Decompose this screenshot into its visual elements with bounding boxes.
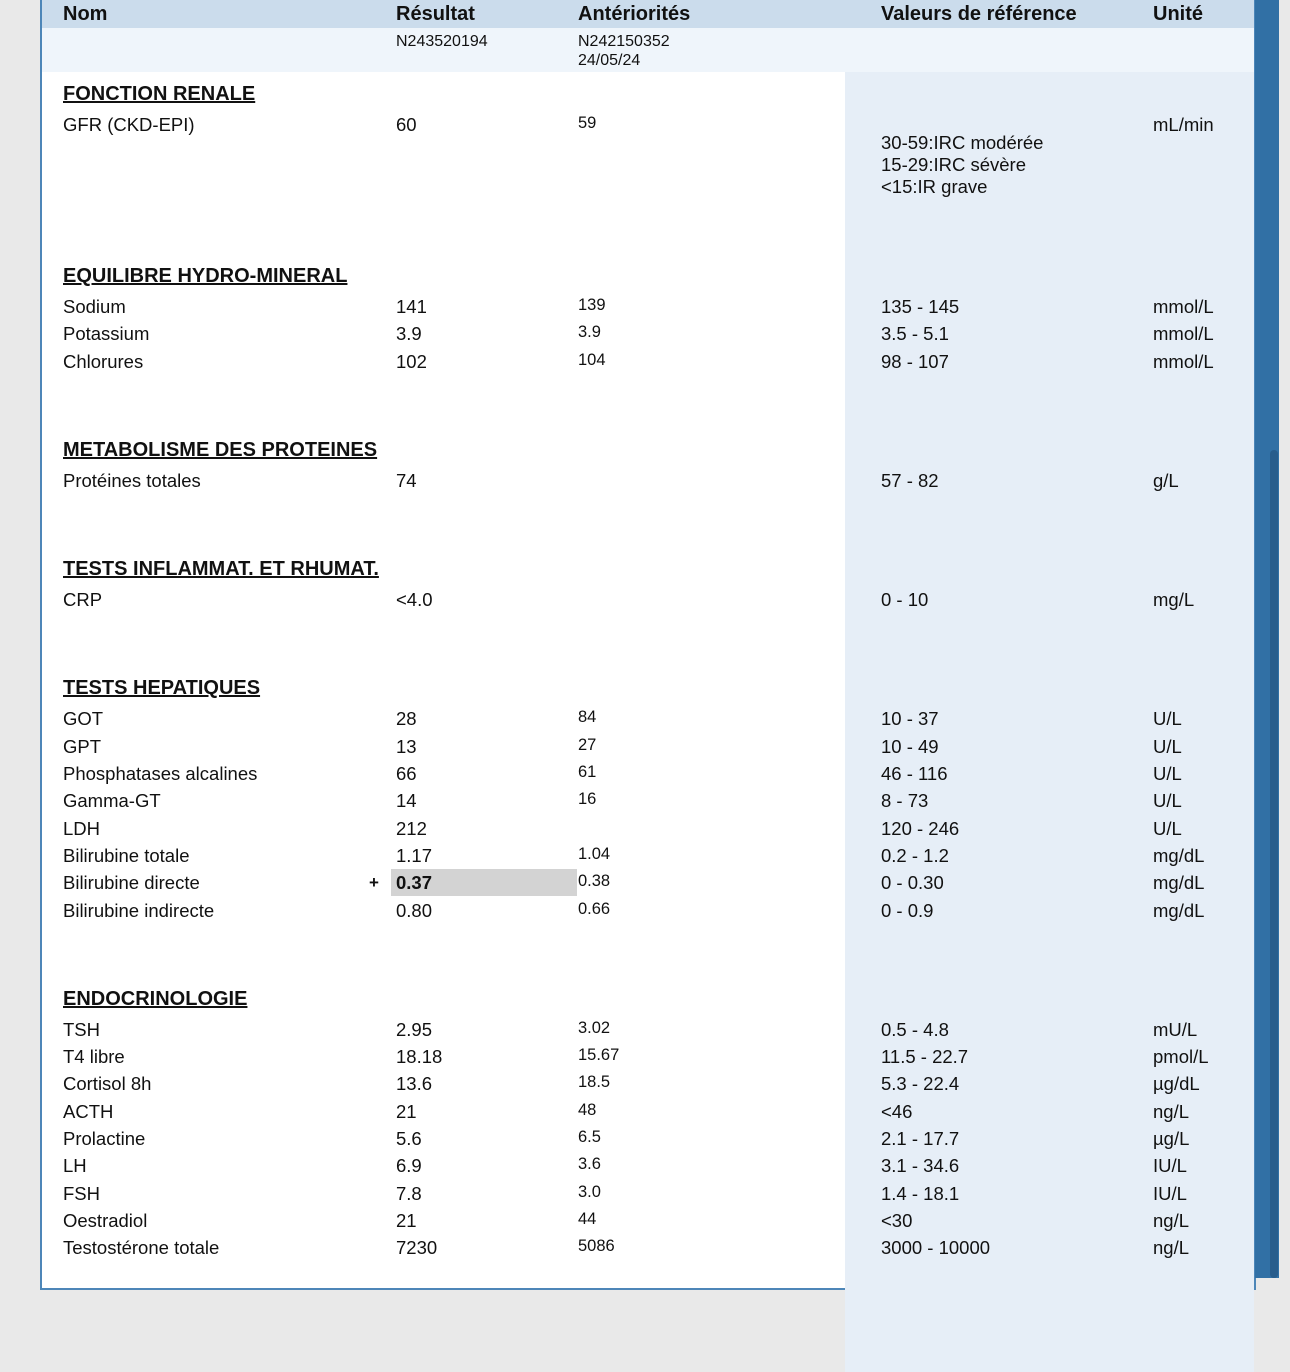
reference-range: 3000 - 10000 bbox=[881, 1237, 991, 1259]
reference-range: 0 - 0.30 bbox=[881, 872, 944, 894]
reference-range: 98 - 107 bbox=[881, 350, 949, 372]
reference-range: 8 - 73 bbox=[881, 790, 929, 812]
test-result: 21 bbox=[396, 1209, 417, 1231]
reference-range: 0.2 - 1.2 bbox=[881, 844, 949, 866]
table-row bbox=[42, 733, 1254, 760]
abnormal-flag: + bbox=[369, 873, 379, 893]
unit: mg/L bbox=[1153, 589, 1195, 611]
table-row bbox=[42, 1234, 1254, 1261]
reference-range: 2.1 - 17.7 bbox=[881, 1128, 960, 1150]
previous-result: 0.38 bbox=[578, 872, 611, 891]
unit: µg/L bbox=[1153, 1128, 1190, 1150]
test-name: CRP bbox=[63, 589, 103, 611]
table-body bbox=[42, 82, 1254, 1325]
test-result: 21 bbox=[396, 1100, 417, 1122]
reference-range: 1.4 - 18.1 bbox=[881, 1182, 960, 1204]
previous-date: 24/05/24 bbox=[578, 52, 641, 69]
test-result: 14 bbox=[396, 790, 417, 812]
unit: mmol/L bbox=[1153, 350, 1214, 372]
unit: U/L bbox=[1153, 763, 1182, 785]
test-name: Chlorures bbox=[63, 350, 144, 372]
previous-result: 84 bbox=[578, 708, 597, 727]
unit: U/L bbox=[1153, 790, 1182, 812]
test-name: Cortisol 8h bbox=[63, 1073, 152, 1095]
previous-result: 27 bbox=[578, 735, 597, 754]
table-row bbox=[42, 897, 1254, 924]
reference-line: <15:IR grave bbox=[881, 176, 988, 197]
test-name: FSH bbox=[63, 1182, 100, 1204]
header-reference: Valeurs de référence bbox=[881, 3, 1077, 25]
unit: U/L bbox=[1153, 735, 1182, 757]
test-name: LDH bbox=[63, 817, 101, 839]
table-row bbox=[42, 869, 1254, 896]
reference-range: 57 - 82 bbox=[881, 469, 939, 491]
test-name: GFR (CKD-EPI) bbox=[63, 114, 195, 135]
header-previous: Antériorités bbox=[578, 3, 691, 25]
test-result: 141 bbox=[396, 296, 427, 317]
reference-range: 46 - 116 bbox=[881, 763, 948, 785]
test-result: 6.9 bbox=[396, 1155, 422, 1177]
reference-range: <30 bbox=[881, 1209, 913, 1231]
unit: µg/dL bbox=[1153, 1073, 1200, 1095]
table-row bbox=[42, 1098, 1254, 1125]
previous-result: 61 bbox=[578, 763, 597, 782]
unit: g/L bbox=[1153, 469, 1179, 491]
previous-result: 48 bbox=[578, 1100, 597, 1119]
test-result: 7230 bbox=[396, 1237, 438, 1259]
unit: mmol/L bbox=[1153, 296, 1214, 317]
test-name: Protéines totales bbox=[63, 469, 201, 491]
section-2 bbox=[42, 438, 1254, 494]
unit: U/L bbox=[1153, 817, 1182, 839]
section-title: EQUILIBRE HYDRO-MINERAL bbox=[63, 265, 348, 287]
table-row bbox=[42, 1016, 1254, 1043]
test-name: Phosphatases alcalines bbox=[63, 763, 258, 785]
previous-result: 5086 bbox=[578, 1237, 615, 1256]
previous-result: 15.67 bbox=[578, 1046, 620, 1065]
reference-range: 10 - 49 bbox=[881, 735, 939, 757]
test-name: Sodium bbox=[63, 296, 126, 317]
table-row bbox=[42, 1125, 1254, 1152]
previous-result: 139 bbox=[578, 296, 606, 314]
table-row bbox=[42, 293, 1254, 320]
previous-result: 3.9 bbox=[578, 323, 601, 342]
test-result: 13 bbox=[396, 735, 417, 757]
reference-range: 0 - 0.9 bbox=[881, 899, 934, 921]
reference-range: 10 - 37 bbox=[881, 708, 939, 730]
section-title: TESTS INFLAMMAT. ET RHUMAT. bbox=[63, 558, 379, 581]
reference-range: 5.3 - 22.4 bbox=[881, 1073, 960, 1095]
previous-result: 0.66 bbox=[578, 899, 611, 918]
unit: mg/dL bbox=[1153, 899, 1205, 921]
test-result: 66 bbox=[396, 763, 417, 785]
test-name: ACTH bbox=[63, 1100, 114, 1122]
table-header bbox=[42, 0, 1254, 28]
header-unit: Unité bbox=[1153, 3, 1203, 25]
unit: mmol/L bbox=[1153, 323, 1214, 345]
reference-line: 30-59:IRC modérée bbox=[881, 132, 1044, 153]
test-name: Potassium bbox=[63, 323, 150, 345]
unit: U/L bbox=[1153, 708, 1182, 730]
section-0 bbox=[42, 82, 1254, 201]
test-name: LH bbox=[63, 1155, 87, 1177]
table-row bbox=[42, 705, 1254, 732]
previous-result: 3.02 bbox=[578, 1018, 611, 1037]
header-name: Nom bbox=[63, 3, 108, 25]
reference-range: 0 - 10 bbox=[881, 589, 929, 611]
test-result: <4.0 bbox=[396, 589, 433, 611]
section-title: TESTS HEPATIQUES bbox=[63, 677, 261, 700]
reference-range: 3.5 - 5.1 bbox=[881, 323, 949, 345]
reference-range: 3.1 - 34.6 bbox=[881, 1155, 960, 1177]
test-result: 7.8 bbox=[396, 1182, 422, 1204]
test-name: Oestradiol bbox=[63, 1209, 148, 1231]
test-result: 2.95 bbox=[396, 1018, 433, 1040]
table-row bbox=[42, 1043, 1254, 1070]
section-4 bbox=[42, 676, 1254, 923]
previous-result: 59 bbox=[578, 114, 597, 132]
previous-result: 44 bbox=[578, 1209, 597, 1228]
test-result: 212 bbox=[396, 817, 427, 839]
test-result: 3.9 bbox=[396, 323, 422, 345]
table-row bbox=[42, 1070, 1254, 1097]
unit: mL/min bbox=[1153, 114, 1214, 135]
test-result: 102 bbox=[396, 350, 427, 372]
reference-range: 120 - 246 bbox=[881, 817, 960, 839]
test-name: GOT bbox=[63, 708, 104, 730]
result-id: N243520194 bbox=[396, 33, 488, 50]
test-result: 28 bbox=[396, 708, 417, 730]
test-name: Bilirubine indirecte bbox=[63, 899, 215, 921]
section-3 bbox=[42, 557, 1254, 613]
test-result: 5.6 bbox=[396, 1128, 422, 1150]
section-title: ENDOCRINOLOGIE bbox=[63, 987, 248, 1010]
reference-line: 15-29:IRC sévère bbox=[881, 154, 1026, 175]
table-row bbox=[42, 467, 1254, 494]
table-row bbox=[42, 348, 1254, 375]
results-table bbox=[40, 0, 1256, 1290]
test-result: 1.17 bbox=[396, 844, 433, 866]
test-result: 0.80 bbox=[396, 899, 433, 921]
test-name: TSH bbox=[63, 1018, 100, 1040]
unit: mg/dL bbox=[1153, 844, 1205, 866]
test-result-flagged: 0.37 bbox=[391, 869, 577, 896]
table-row bbox=[42, 760, 1254, 787]
previous-result: 104 bbox=[578, 350, 606, 369]
table-row bbox=[42, 1180, 1254, 1207]
previous-id bbox=[578, 32, 670, 70]
table-row bbox=[42, 320, 1254, 347]
previous-result: 1.04 bbox=[578, 844, 611, 863]
section-1 bbox=[42, 264, 1254, 375]
unit: ng/L bbox=[1153, 1100, 1190, 1122]
test-result: 18.18 bbox=[396, 1046, 443, 1068]
table-row bbox=[42, 111, 1254, 201]
test-name: GPT bbox=[63, 735, 102, 757]
unit: mU/L bbox=[1153, 1018, 1198, 1040]
section-5 bbox=[42, 987, 1254, 1262]
table-row bbox=[42, 586, 1254, 613]
reference-range: 0.5 - 4.8 bbox=[881, 1018, 949, 1040]
table-subheader bbox=[42, 28, 1254, 72]
table-row bbox=[42, 787, 1254, 814]
previous-result: 3.6 bbox=[578, 1155, 601, 1174]
scrollbar-thumb[interactable] bbox=[1270, 450, 1278, 1278]
previous-result: 6.5 bbox=[578, 1128, 601, 1147]
test-result: 60 bbox=[396, 114, 417, 135]
reference-range bbox=[881, 132, 1043, 198]
unit: IU/L bbox=[1153, 1182, 1187, 1204]
unit: ng/L bbox=[1153, 1209, 1190, 1231]
reference-range: <46 bbox=[881, 1100, 913, 1122]
unit: pmol/L bbox=[1153, 1046, 1209, 1068]
unit: ng/L bbox=[1153, 1237, 1190, 1259]
table-row bbox=[42, 842, 1254, 869]
previous-id-text: N242150352 bbox=[578, 33, 670, 50]
table-row bbox=[42, 1207, 1254, 1234]
section-title: METABOLISME DES PROTEINES bbox=[63, 438, 378, 461]
reference-range: 135 - 145 bbox=[881, 296, 960, 317]
previous-result: 18.5 bbox=[578, 1073, 611, 1092]
test-name: Bilirubine directe bbox=[63, 872, 200, 894]
previous-result: 16 bbox=[578, 790, 597, 809]
test-name: Testostérone totale bbox=[63, 1237, 220, 1259]
test-name: Bilirubine totale bbox=[63, 844, 190, 866]
test-name: Gamma-GT bbox=[63, 790, 161, 812]
reference-range: 11.5 - 22.7 bbox=[881, 1046, 969, 1068]
header-result: Résultat bbox=[396, 3, 475, 25]
test-name: Prolactine bbox=[63, 1128, 146, 1150]
test-result: 13.6 bbox=[396, 1073, 433, 1095]
test-result: 74 bbox=[396, 469, 417, 491]
table-row bbox=[42, 1152, 1254, 1179]
unit: IU/L bbox=[1153, 1155, 1187, 1177]
unit: mg/dL bbox=[1153, 872, 1205, 894]
section-title: FONCTION RENALE bbox=[63, 83, 256, 105]
test-name: T4 libre bbox=[63, 1046, 125, 1068]
table-row bbox=[42, 815, 1254, 842]
previous-result: 3.0 bbox=[578, 1182, 601, 1201]
